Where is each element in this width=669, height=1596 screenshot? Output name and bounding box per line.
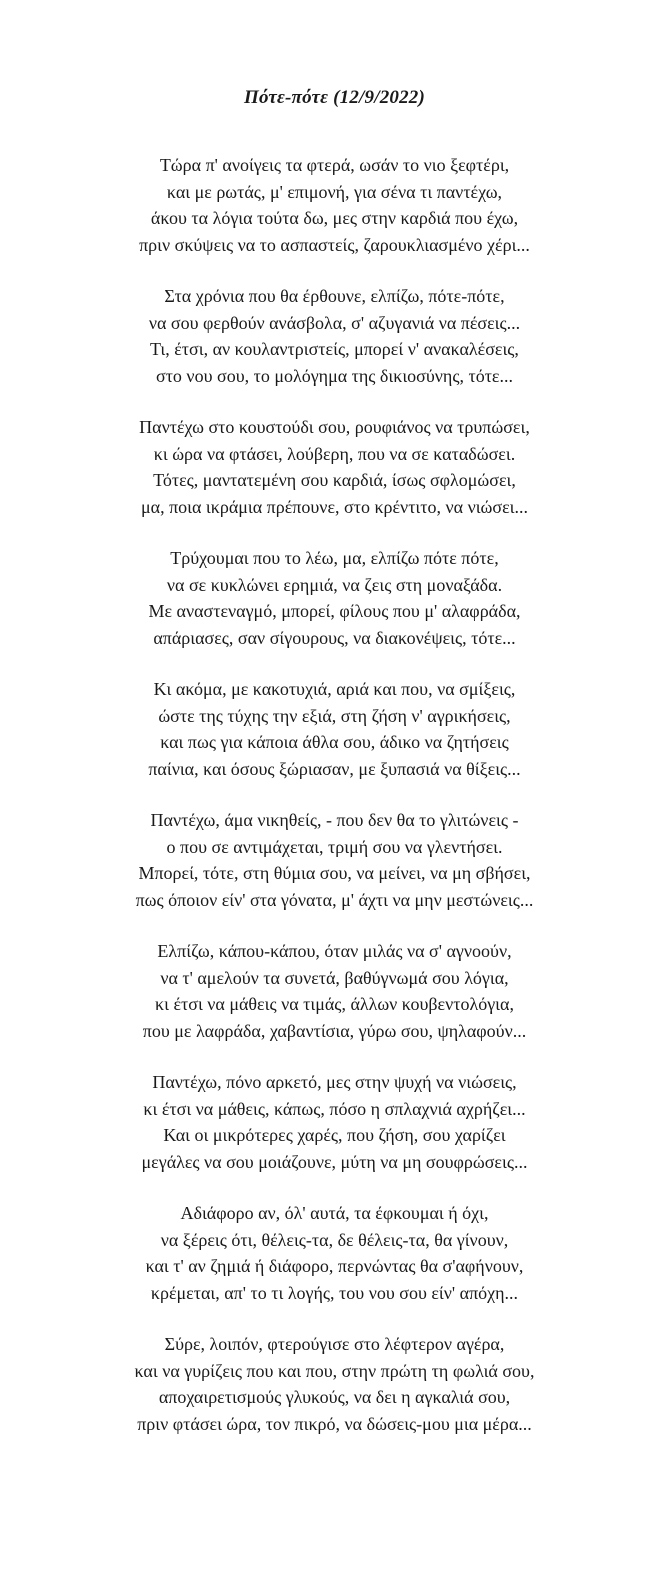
- poem-line: Αδιάφορο αν, όλ' αυτά, τα έφκουμαι ή όχι,: [180, 1203, 489, 1223]
- poem-line: Στα χρόνια που θα έρθουνε, ελπίζω, πότε-πότε,: [164, 286, 505, 306]
- poem-line: αποχαιρετισμούς γλυκούς, να δει η αγκαλιά σου,: [158, 1387, 511, 1407]
- poem-line: Με αναστεναγμό, μπορεί, φίλους που μ' αλαφράδα,: [148, 601, 521, 621]
- poem-line: που με λαφράδα, χαβαντίσια, γύρω σου, ψηλαφούν...: [142, 1020, 527, 1041]
- poem-line: Και οι μικρότερες χαρές, που ζήση, σου χαρίζει: [163, 1125, 506, 1145]
- poem-line: να σε κυκλώνει ερημιά, να ζεις στη μοναξάδα.: [166, 574, 503, 595]
- poem-line: πριν φτάσει ώρα, τον πικρό, να δώσεις-μου μια μέρα...: [137, 1413, 532, 1434]
- poem-line: και να γυρίζεις που και που, στην πρώτη τη φωλιά σου,: [134, 1360, 535, 1381]
- poem-line: Σύρε, λοιπόν, φτερούγισε στο λέφτερον αγέρα,: [164, 1334, 505, 1354]
- poem-line: ώστε της τύχης την εξιά, στη ζήση ν' αγρικήσεις,: [158, 705, 511, 726]
- poem-line: ο που σε αντιμάχεται, τριμή σου να γλεντήσει.: [166, 836, 503, 857]
- poem-line: πριν σκύψεις να το ασπαστείς, ζαρουκλιασμένο χέρι...: [139, 234, 530, 255]
- stanza: [0, 1331, 669, 1437]
- poem-line: Παντέχω, πόνο αρκετό, μες στην ψυχή να νιώσεις,: [152, 1072, 517, 1092]
- poem-line: Τότες, μαντατεμένη σου καρδιά, ίσως σφλομώσει,: [153, 470, 516, 490]
- poem-title: Πότε-πότε (12/9/2022): [243, 87, 426, 108]
- poem-line: στο νου σου, το μολόγημα της δικιοσύνης, τότε...: [156, 365, 513, 386]
- stanza: [0, 1069, 669, 1175]
- poem-line: Τρύχουμαι που το λέω, μα, ελπίζω πότε πότε,: [170, 548, 499, 568]
- poem-line: κι έτσι να μάθεις να τιμάς, άλλων κουβεντολόγια,: [155, 994, 514, 1014]
- stanza: [0, 414, 669, 520]
- poem-line: και πως για κάποια άθλα σου, άδικο να ζητήσεις: [160, 732, 509, 752]
- poem-line: Παντέχω, άμα νικηθείς, - που δεν θα το γλιτώνεις -: [150, 810, 519, 830]
- poem-line: να σου φερθούν ανάσβολα, σ' αζυγανιά να πέσεις...: [148, 312, 521, 333]
- stanza: [0, 807, 669, 913]
- poem-line: πως όποιον είν' στα γόνατα, μ' άχτι να μην μεστώνεις...: [135, 889, 534, 910]
- poem-line: απάριασες, σαν σίγουρους, να διακονέψεις, τότε...: [153, 627, 516, 648]
- poem-line: να τ' αμελούν τα συνετά, βαθύγνωμά σου λόγια,: [160, 967, 509, 988]
- stanza: [0, 152, 669, 258]
- poem-line: Τώρα π' ανοίγεις τα φτερά, ωσάν το νιο ξεφτέρι,: [159, 155, 510, 175]
- stanza: [0, 545, 669, 651]
- stanza: [0, 676, 669, 782]
- poem-line: κι έτσι να μάθεις, κάπως, πόσο η σπλαχνιά αχρήζει...: [143, 1098, 526, 1119]
- poem-body: [0, 152, 669, 1462]
- poem-line: κι ώρα να φτάσει, λούβερη, που να σε καταδώσει.: [153, 443, 516, 464]
- poem-line: παίνια, και όσους ξώριασαν, με ξυπασιά να θίξεις...: [148, 758, 521, 779]
- poem-line: και τ' αν ζημιά ή διάφορο, περνώντας θα σ'αφήνουν,: [145, 1256, 524, 1276]
- poem-line: να ξέρεις ότι, θέλεις-τα, δε θέλεις-τα, θα γίνουν,: [160, 1229, 509, 1250]
- stanza: [0, 938, 669, 1044]
- poem-line: Τι, έτσι, αν κουλαντριστείς, μπορεί ν' ανακαλέσεις,: [150, 339, 519, 359]
- stanza: [0, 1200, 669, 1306]
- poem-line: άκου τα λόγια τούτα δω, μες στην καρδιά που έχω,: [150, 208, 519, 228]
- poem-line: κρέμεται, απ' το τι λογής, του νου σου είν' απόχη...: [150, 1282, 519, 1303]
- poem-line: Κι ακόμα, με κακοτυχιά, αριά και που, να σμίξεις,: [153, 679, 516, 699]
- poem-line: Παντέχω στο κουστούδι σου, ρουφιάνος να τρυπώσει,: [139, 417, 530, 437]
- poem-line: Ελπίζω, κάπου-κάπου, όταν μιλάς να σ' αγνοούν,: [157, 941, 512, 961]
- stanza: [0, 283, 669, 389]
- poem-line: Μπορεί, τότε, στη θύμια σου, να μείνει, να μη σβήσει,: [138, 863, 531, 883]
- poem-line: μεγάλες να σου μοιάζουνε, μύτη να μη σουφρώσεις...: [141, 1151, 528, 1172]
- poem-line: μα, ποια ικράμια πρέπουνε, στο κρέντιτο, να νιώσει...: [140, 496, 529, 517]
- poem-line: και με ρωτάς, μ' επιμονή, για σένα τι παντέχω,: [166, 181, 503, 202]
